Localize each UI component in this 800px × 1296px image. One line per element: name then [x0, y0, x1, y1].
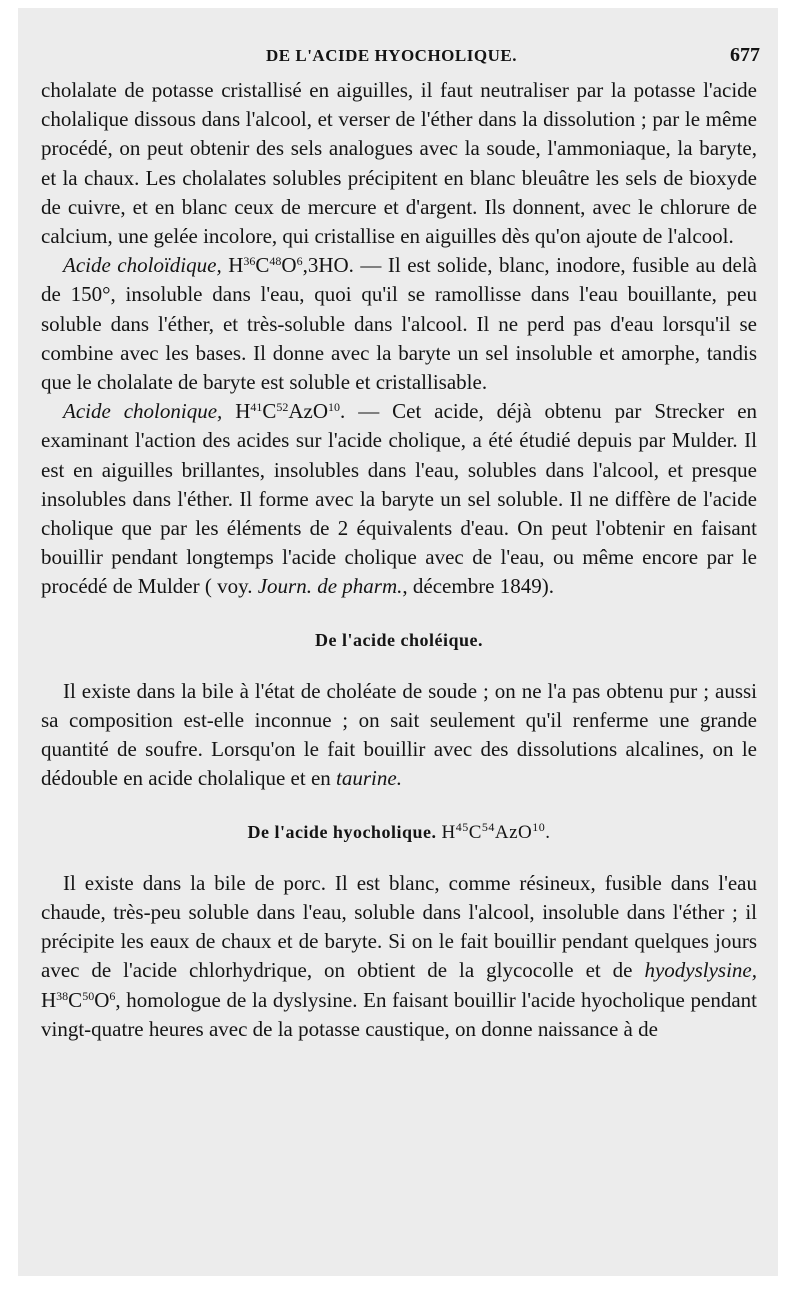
paragraph-cholalate: [41, 76, 757, 251]
formula: $H^{38}C^{50}O^6$: [41, 987, 116, 1012]
formula: $H^{41}C^{52}AzO^{10}$: [235, 399, 341, 424]
paragraph-text: Il existe dans la bile de porc. Il est blanc, comme résineux, fusible dans l'eau chaude, très-peu soluble dans l'eau, soluble dans l'alcool, insoluble dans l'éther ; il précipite les eaux de chaux et de baryte. Si on le fait bouillir pendant quelques jours avec de l'acide chlorhydrique, on obtient de la glycocolle et de: [41, 870, 757, 983]
formula: $H^{45}C^{54}AzO^{10}$.: [441, 819, 551, 843]
page-number: 677: [730, 44, 760, 66]
compound-name: Acide cholonique,: [63, 399, 223, 424]
paragraph-text: — Il est solide, blanc, inodore, fusible au delà de 150°, insoluble dans l'eau, quoi qu'il se ramollisse dans l'eau bouillante, peu soluble dans l'éther, et très-soluble dans l'alcool. Il ne perd pas d'eau lorsqu'il se combine avec les bases. Il donne avec la baryte un sel insoluble et amorphe, tandis que le cholalate de baryte est soluble et cristallisable.: [41, 253, 757, 395]
compound-name: Acide choloïdique,: [63, 253, 222, 278]
book-page: [18, 8, 778, 1276]
paragraph-acide-cholonique: Acide cholonique, $H^{41}C^{52}AzO^{10}$. — Cet acide, déjà obtenu par Strecker en examinant l'action des acides sur l'acide cholique, a été étudié depuis par Mulder. Il est en aiguilles brillantes, insolubles dans l'eau, solubles dans l'alcool, et presque insolubles dans l'éther. Il forme avec la baryte un sel soluble. Il ne diffère de l'acide cholique que par les éléments de 2 équivalents d'eau. On peut l'obtenir en faisant bouillir pendant longtemps l'acide cholique avec de l'eau, ou même encore par le procédé de Mulder ( voy. Journ. de pharm., décembre 1849).: [41, 399, 758, 599]
journal-reference: Journ. de pharm.: [257, 574, 403, 599]
taurine-term: taurine.: [336, 766, 402, 791]
paragraph-text: Il existe dans la bile à l'état de choléate de soude ; on ne l'a pas obtenu pur ; aussi sa composition est-elle inconnue ; on sait seulement qu'il renferme une grande quantité de soufre. Lorsqu'on le fait bouillir avec des dissolutions alcalines, on le dédouble en acide cholalique et en: [41, 678, 757, 791]
paragraph-acide-hyocholique: Il existe dans la bile de porc. Il est blanc, comme résineux, fusible dans l'eau chaude, très-peu soluble dans l'eau, soluble dans l'alcool, insoluble dans l'éther ; il précipite les eaux de chaux et de baryte. Si on le fait bouillir pendant quelques jours avec de l'acide chlorhydrique, on obtient de la glycocolle et de hyodyslysine, $H^{38}C^{50}O^6$, homologue de la dyslysine. En faisant bouillir l'acide hyocholique pendant vingt-quatre heures avec de la potasse caustique, on donne naissance à de: [41, 870, 757, 1041]
paragraph-acide-choleique: [41, 677, 757, 794]
paragraph-text: cholalate de potasse cristallisé en aiguilles, il faut neutraliser par la potasse l'acide cholalique dissous dans l'alcool, et verser de l'éther dans la dissolution ; par le même procédé, on peut obtenir des sels analogues avec la soude, l'ammoniaque, la baryte, et la chaux. Les cholalates solubles précipitent en blanc bleuâtre les sels de bioxyde de cuivre, et en blanc ceux de mercure et d'argent. Ils donnent, avec le chlorure de calcium, une gelée incolore, qui cristallise en aiguilles dès qu'on ajoute de l'alcool.: [41, 78, 757, 249]
running-title: DE L'ACIDE HYOCHOLIQUE.: [266, 46, 517, 65]
formula: $H^{36}C^{48}O^6,3HO$.: [228, 253, 354, 278]
hyodyslysine-term: hyodyslysine,: [644, 958, 757, 983]
section-heading-acide-hyocholique: De l'acide hyocholique. $H^{45}C^{54}AzO^{10}$.: [247, 819, 551, 843]
paragraph-text: . — Cet acide, déjà obtenu par Strecker en examinant l'action des acides sur l'acide cholique, a été étudié depuis par Mulder. Il est en aiguilles brillantes, insolubles dans l'eau, solubles dans l'alcool, et presque insolubles dans l'éther. Il forme avec la baryte un sel soluble. Il ne diffère de l'acide cholique que par les éléments de 2 équivalents d'eau. On peut l'obtenir en faisant bouillir pendant longtemps l'acide cholique avec de l'eau, ou même encore par le procédé de Mulder ( voy.: [41, 399, 758, 599]
paragraph-acide-choloidique: [41, 251, 757, 397]
page-header: [18, 38, 760, 78]
page-body: [41, 76, 757, 1044]
section-heading-acide-choleique: De l'acide choléique.: [315, 629, 483, 650]
